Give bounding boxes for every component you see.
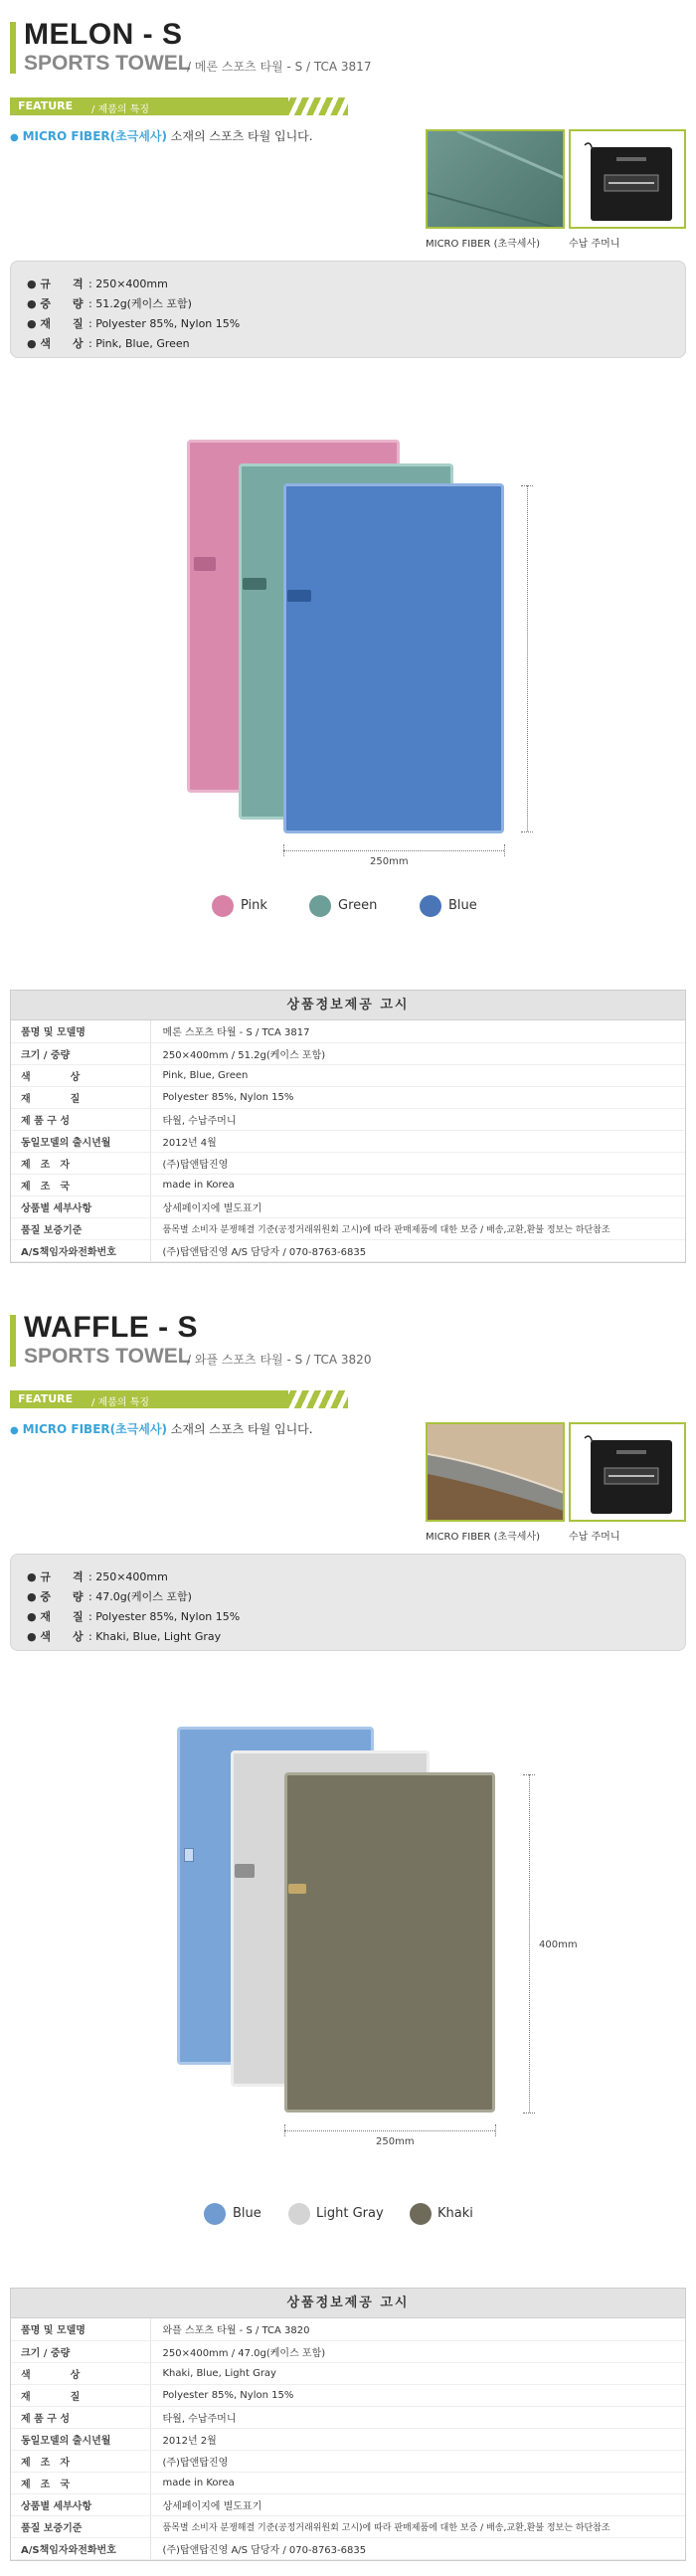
- table-row: 제 품 구 성 타월, 수납주머니: [11, 2406, 685, 2428]
- fabric-caption: MICRO FIBER (초극세사): [426, 1532, 541, 1543]
- spec-row: ● 재 질 : Polyester 85%, Nylon 15%: [27, 1610, 241, 1623]
- height-dimension-line: [527, 485, 528, 831]
- product-subtitle: / 메론 스포츠 타월 - S / TCA 3817: [187, 60, 372, 74]
- color-name: Blue: [448, 898, 477, 913]
- header-accent-bar: [10, 1315, 16, 1367]
- table-row: 크기 / 중량 250×400mm / 47.0g(케이스 포함): [11, 2340, 685, 2362]
- color-name: Pink: [241, 898, 267, 913]
- blue-towel: [283, 483, 504, 833]
- info-table: [11, 2318, 685, 2560]
- feature-label-kr: / 제품의 특징: [91, 1397, 150, 1408]
- table-row: 품질 보증기준 품목별 소비자 분쟁해결 기준(공정거래위원회 고시)에 따라 판매제품에 대한 보증 / 배송,교환,환불 정보는 하단참조: [11, 2515, 685, 2537]
- feature-highlight: MICRO FIBER(초극세사): [22, 129, 167, 143]
- table-row: 색 상 Khaki, Blue, Light Gray: [11, 2362, 685, 2384]
- table-row: 상품별 세부사항 상세페이지에 별도표기: [11, 2493, 685, 2515]
- pouch-caption: 수납 주머니: [569, 239, 620, 250]
- towel-tag: [235, 1864, 255, 1878]
- pouch-thumbnail: [569, 1422, 686, 1522]
- color-swatch-pink: [212, 895, 234, 917]
- tick: [523, 2113, 535, 2114]
- product-subtitle: / 와플 스포츠 타월 - S / TCA 3820: [187, 1353, 372, 1367]
- feature-rest: 소재의 스포츠 타월 입니다.: [166, 129, 313, 143]
- spec-box: [10, 1554, 686, 1651]
- color-name: Light Gray: [316, 2206, 384, 2221]
- towel-tag: [194, 557, 216, 571]
- width-dimension-line: [283, 850, 504, 851]
- feature-label: FEATURE: [18, 99, 74, 112]
- tick: [523, 1774, 535, 1775]
- height-dimension-line: [529, 1774, 530, 2113]
- tick: [283, 844, 284, 856]
- table-row: 제 조 국 made in Korea: [11, 2472, 685, 2493]
- spec-row: ● 규 격 : 250×400mm: [27, 1570, 168, 1583]
- khaki-towel: [284, 1772, 495, 2113]
- towel-product-image: [0, 398, 696, 865]
- bullet-icon: ●: [10, 132, 19, 143]
- product-header: [10, 1311, 686, 1367]
- towel-tag: [287, 590, 311, 602]
- color-name: Blue: [233, 2206, 261, 2221]
- table-row: 재 질 Polyester 85%, Nylon 15%: [11, 1086, 685, 1108]
- fabric-thumbnail: [426, 1422, 565, 1522]
- pouch-thumbnail: [569, 129, 686, 229]
- product-category: SPORTS TOWEL: [24, 52, 191, 75]
- table-row: 제 조 자 (주)탑앤탑진영: [11, 2450, 685, 2472]
- color-swatch-blue: [204, 2203, 226, 2225]
- height-label: 400mm: [539, 1939, 578, 1950]
- table-row: 크기 / 중량 250×400mm / 51.2g(케이스 포함): [11, 1042, 685, 1064]
- color-swatch-light-gray: [288, 2203, 310, 2225]
- color-swatch-khaki: [410, 2203, 432, 2225]
- table-row: 품명 및 모델명 메론 스포츠 타월 - S / TCA 3817: [11, 1020, 685, 1042]
- tick: [504, 844, 505, 856]
- tick: [284, 2124, 285, 2136]
- table-row: 품질 보증기준 품목별 소비자 분쟁해결 기준(공정거래위원회 고시)에 따라 판매제품에 대한 보증 / 배송,교환,환불 정보는 하단참조: [11, 1217, 685, 1239]
- color-name: Green: [338, 898, 378, 913]
- bullet-icon: ●: [10, 1425, 19, 1436]
- header-accent-bar: [10, 22, 16, 74]
- info-table: [11, 1020, 685, 1262]
- spec-row: ● 색 상 : Khaki, Blue, Light Gray: [27, 1630, 222, 1643]
- product-info-notice: [10, 990, 686, 1263]
- spec-row: ● 규 격 : 250×400mm: [27, 277, 168, 290]
- width-dimension-line: [284, 2130, 495, 2131]
- info-title: 상품정보제공 고시: [11, 2289, 685, 2318]
- width-label: 250mm: [376, 2136, 415, 2147]
- color-name: Khaki: [437, 2206, 473, 2221]
- towel-tag: [184, 1848, 194, 1862]
- color-swatch-blue: [420, 895, 441, 917]
- pouch-caption: 수납 주머니: [569, 1532, 620, 1543]
- table-row: 재 질 Polyester 85%, Nylon 15%: [11, 2384, 685, 2406]
- fabric-caption: MICRO FIBER (초극세사): [426, 239, 541, 250]
- color-legend: [0, 2203, 696, 2227]
- table-row: 상품별 세부사항 상세페이지에 별도표기: [11, 1196, 685, 1217]
- table-row: 동일모델의 출시년월 2012년 2월: [11, 2428, 685, 2450]
- table-row: A/S책임자와전화번호 (주)탑앤탑진영 A/S 담당자 / 070-8763-6835: [11, 1239, 685, 1261]
- feature-ribbon: [10, 1390, 348, 1408]
- product-header: [10, 18, 686, 74]
- tick: [495, 2124, 496, 2136]
- feature-label-kr: / 제품의 특징: [91, 104, 150, 115]
- tick: [521, 831, 533, 832]
- feature-label: FEATURE: [18, 1392, 74, 1405]
- spec-row: ● 색 상 : Pink, Blue, Green: [27, 337, 190, 350]
- feature-ribbon: [10, 97, 348, 115]
- feature-description: [10, 1420, 313, 1437]
- tick: [521, 485, 533, 486]
- color-legend: [0, 895, 696, 919]
- towel-product-image: [0, 1691, 696, 2158]
- table-row: 제 조 국 made in Korea: [11, 1174, 685, 1196]
- towel-tag: [243, 578, 266, 590]
- table-row: 제 조 자 (주)탑앤탑진영: [11, 1152, 685, 1174]
- width-label: 250mm: [370, 856, 409, 867]
- product-name: WAFFLE - S: [24, 1311, 198, 1344]
- table-row: 품명 및 모델명 와플 스포츠 타월 - S / TCA 3820: [11, 2318, 685, 2340]
- towel-tag: [288, 1884, 306, 1894]
- feature-description: [10, 127, 313, 144]
- color-swatch-green: [309, 895, 331, 917]
- table-row: 색 상 Pink, Blue, Green: [11, 1064, 685, 1086]
- product-info-notice: [10, 2288, 686, 2561]
- spec-row: ● 재 질 : Polyester 85%, Nylon 15%: [27, 317, 241, 330]
- feature-rest: 소재의 스포츠 타월 입니다.: [166, 1422, 313, 1436]
- table-row: A/S책임자와전화번호 (주)탑앤탑진영 A/S 담당자 / 070-8763-6835: [11, 2537, 685, 2559]
- spec-row: ● 중 량 : 51.2g(케이스 포함): [27, 297, 192, 310]
- spec-row: ● 중 량 : 47.0g(케이스 포함): [27, 1590, 192, 1603]
- spec-box: [10, 261, 686, 358]
- info-title: 상품정보제공 고시: [11, 991, 685, 1020]
- table-row: 제 품 구 성 타월, 수납주머니: [11, 1108, 685, 1130]
- table-row: 동일모델의 출시년월 2012년 4월: [11, 1130, 685, 1152]
- fabric-thumbnail: [426, 129, 565, 229]
- feature-highlight: MICRO FIBER(초극세사): [22, 1422, 167, 1436]
- product-name: MELON - S: [24, 18, 183, 51]
- product-category: SPORTS TOWEL: [24, 1345, 191, 1368]
